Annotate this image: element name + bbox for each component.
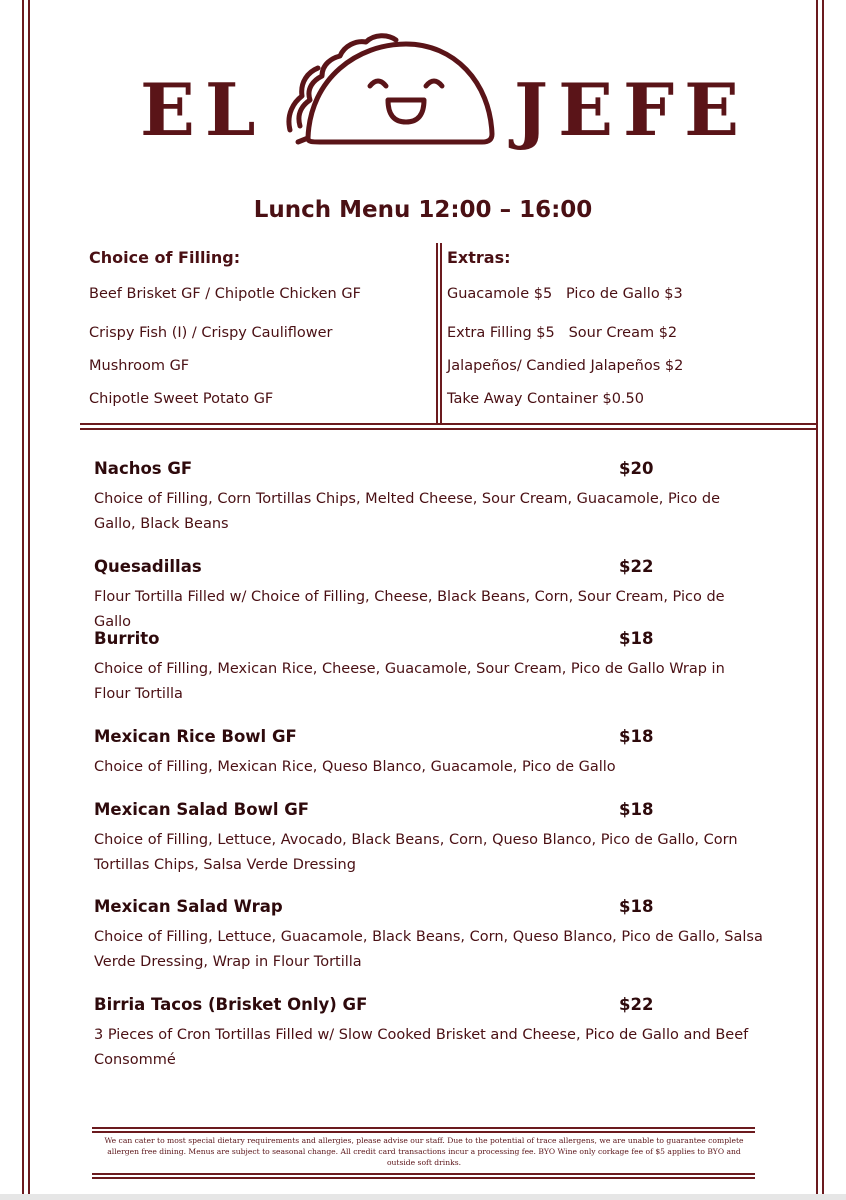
menu-item-name: Burrito <box>94 629 160 648</box>
smiling-taco-icon <box>278 30 500 152</box>
menu-item-price: $22 <box>619 557 654 576</box>
menu-item-name: Birria Tacos (Brisket Only) GF <box>94 995 368 1014</box>
filling-item: Chipotle Sweet Potato GF <box>89 391 274 407</box>
footer-divider-bottom-1 <box>92 1173 755 1175</box>
right-border-line-inner <box>816 0 818 1200</box>
section-divider-bottom <box>80 428 818 430</box>
logo-word-left: EL <box>140 67 266 152</box>
right-border-line-outer <box>822 0 824 1200</box>
extras-item: Jalapeños/ Candied Jalapeños $2 <box>447 358 684 374</box>
menu-item-price: $18 <box>619 800 654 819</box>
extras-heading: Extras: <box>447 248 511 267</box>
menu-item-description: Choice of Filling, Lettuce, Avocado, Black Beans, Corn, Queso Blanco, Pico de Gallo, Corn Tortillas Chips, Salsa Verde Dressing <box>94 832 738 873</box>
menu-item-description: Choice of Filling, Mexican Rice, Cheese, Guacamole, Sour Cream, Pico de Gallo Wrap in Flour Tortilla <box>94 661 725 702</box>
filling-item: Beef Brisket GF / Chipotle Chicken GF <box>89 286 361 302</box>
extras-item: Extra Filling $5 Sour Cream $2 <box>447 325 678 341</box>
filling-item: Crispy Fish (I) / Crispy Cauliflower <box>89 325 333 341</box>
menu-item-description: 3 Pieces of Cron Tortillas Filled w/ Slow Cooked Brisket and Cheese, Pico de Gallo and Beef Consommé <box>94 1027 749 1068</box>
menu-item-name: Mexican Salad Bowl GF <box>94 800 310 819</box>
allergen-notice: We can cater to most special dietary requirements and allergies, please advise our staff. Due to the potential of trace allergens, we are unable to guarantee complete allergen free dining. Menus are subject to seasonal change. All credit card transactions incur a processing fee. BYO Wine only corkage fee of $5 applies to BYO and outside soft drinks. <box>104 1136 744 1167</box>
menu-item-price: $18 <box>619 629 654 648</box>
footer-divider-top-1 <box>92 1127 755 1129</box>
menu-item-price: $22 <box>619 995 654 1014</box>
menu-item-price: $20 <box>619 459 654 478</box>
filling-heading: Choice of Filling: <box>89 248 241 267</box>
menu-item-name: Mexican Rice Bowl GF <box>94 727 297 746</box>
box-divider-right <box>440 243 442 423</box>
section-divider-top <box>80 423 818 425</box>
page-bottom-edge <box>0 1194 846 1200</box>
menu-item-description: Choice of Filling, Corn Tortillas Chips, Melted Cheese, Sour Cream, Guacamole, Pico de Gallo, Black Beans <box>94 491 721 532</box>
left-border-line-inner <box>28 0 30 1200</box>
footer-divider-top-2 <box>92 1131 755 1133</box>
menu-item-name: Mexican Salad Wrap <box>94 897 283 916</box>
menu-item-description: Choice of Filling, Mexican Rice, Queso Blanco, Guacamole, Pico de Gallo <box>94 759 616 775</box>
left-border-line-outer <box>22 0 24 1200</box>
footer-divider-bottom-2 <box>92 1177 755 1179</box>
restaurant-logo <box>0 30 846 160</box>
menu-item-description: Choice of Filling, Lettuce, Guacamole, Black Beans, Corn, Queso Blanco, Pico de Gallo, Salsa Verde Dressing, Wrap in Flour Tortilla <box>94 929 763 970</box>
menu-title: Lunch Menu 12:00 – 16:00 <box>253 197 593 223</box>
menu-item-description: Flour Tortilla Filled w/ Choice of Filling, Cheese, Black Beans, Corn, Sour Cream, Pico de Gallo <box>94 589 725 630</box>
logo-word-right: JEFE <box>514 67 749 152</box>
menu-item-price: $18 <box>619 727 654 746</box>
filling-item: Mushroom GF <box>89 358 190 374</box>
extras-item: Guacamole $5 Pico de Gallo $3 <box>447 286 683 302</box>
box-divider-left <box>436 243 438 423</box>
menu-item-name: Quesadillas <box>94 557 202 576</box>
menu-item-price: $18 <box>619 897 654 916</box>
menu-item-name: Nachos GF <box>94 459 193 478</box>
extras-item: Take Away Container $0.50 <box>447 391 644 407</box>
